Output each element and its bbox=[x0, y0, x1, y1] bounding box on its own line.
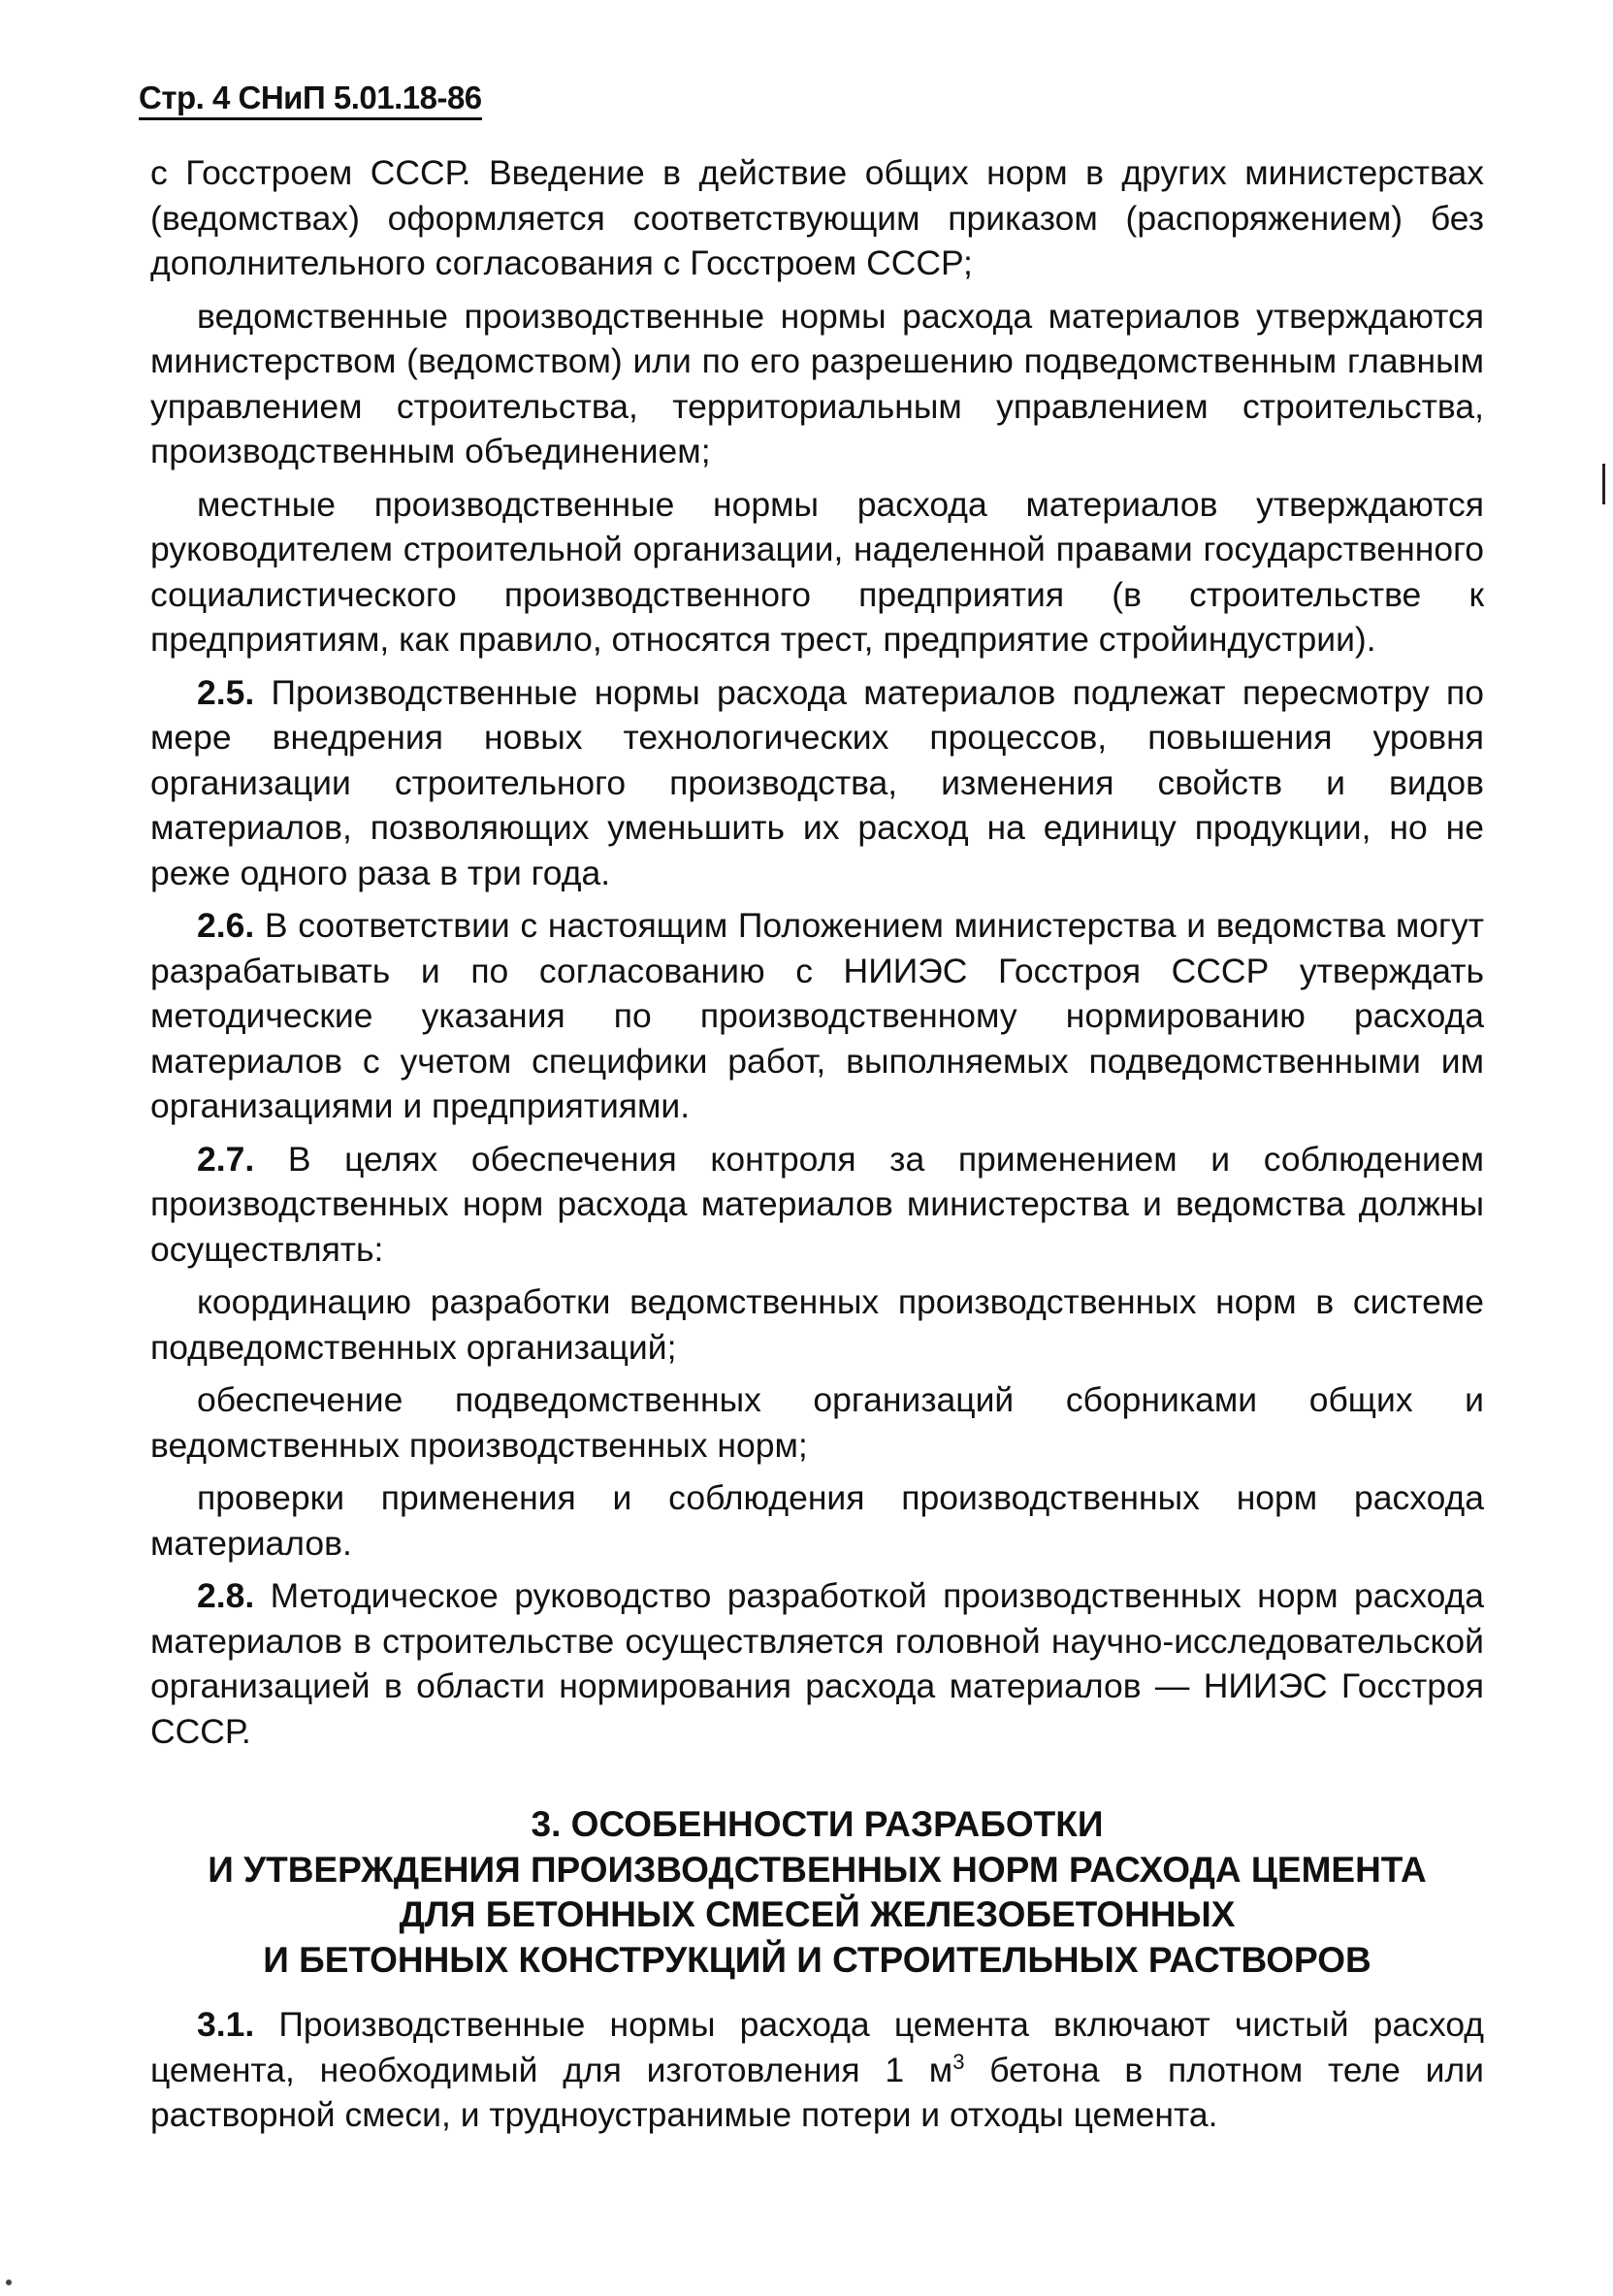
section-heading-line: ДЛЯ БЕТОННЫХ СМЕСЕЙ ЖЕЛЕЗОБЕТОННЫХ bbox=[399, 1894, 1236, 1934]
paragraph: проверки применения и соблюдения производственных норм расхода материалов. bbox=[150, 1478, 1484, 1563]
paragraph-3-1 bbox=[150, 2002, 1484, 2138]
paragraph: обеспечение подведомственных организаций сборниками общих и ведомственных производственных норм; bbox=[150, 1380, 1484, 1465]
paragraph-2-8 bbox=[150, 1573, 1484, 1754]
paragraph-2-6 bbox=[150, 903, 1484, 1129]
clause-number: 3.1. bbox=[197, 2005, 255, 2044]
page-header: Стр. 4 СНиП 5.01.18-86 bbox=[139, 80, 482, 120]
section-heading-line: И УТВЕРЖДЕНИЯ ПРОИЗВОДСТВЕННЫХ НОРМ РАСХОДА ЦЕМЕНТА bbox=[208, 1849, 1427, 1890]
paragraph: координацию разработки ведомственных производственных норм в системе подведомственных организаций; bbox=[150, 1282, 1484, 1367]
paragraph: местные производственные нормы расхода материалов утверждаются руководителем строительной организации, наделенной правами государственного социалистического производственного предприятия (в строительстве к предприятиям, как правило, относятся трест, предприятие стройиндустрии). bbox=[150, 484, 1484, 659]
superscript: 3 bbox=[952, 2049, 965, 2074]
section-body bbox=[150, 2002, 1484, 2138]
section-heading bbox=[150, 1802, 1484, 1983]
clause-text: Производственные нормы расхода цемента включают чистый расход цемента, необходимый для изготовления 1 м bbox=[150, 2005, 1484, 2089]
paragraph: с Госстроем СССР. Введение в действие общих норм в других министерствах (ведомствах) оформляется соответствующим приказом (распоряжением) без дополнительного согласования с Госстроем СССР; bbox=[150, 153, 1484, 282]
margin-mark bbox=[1602, 464, 1605, 504]
clause-text: В соответствии с настоящим Положением министерства и ведомства могут разрабатывать и по согласованию с НИИЭС Госстроя СССР утверждать методические указания по производственному нормированию расхода материалов с учетом специфики работ, выполняемых подведомственными им организациями и предприятиями. bbox=[150, 906, 1484, 1125]
clause-text: Производственные нормы расхода материалов подлежат пересмотру по мере внедрения новых технологических процессов, повышения уровня организации строительного производства, изменения свойств и видов материалов, позволяющих уменьшить их расход на единицу продукции, но не реже одного раза в три года. bbox=[150, 672, 1484, 892]
clause-text: бетона в плотном теле или растворной смеси, и трудноустранимые потери и отходы цемента. bbox=[150, 2050, 1485, 2134]
paragraph: ведомственные производственные нормы расхода материалов утверждаются министерством (ведомством) или по его разрешению подведомственным главным управлением строительства, территориальным управлением строительства, производственным объединением; bbox=[150, 296, 1484, 470]
paragraph-2-5 bbox=[150, 670, 1484, 896]
clause-number: 2.8. bbox=[197, 1576, 255, 1615]
clause-text: В целях обеспечения контроля за применением и соблюдением производственных норм расхода материалов министерства и ведомства должны осуществлять: bbox=[150, 1139, 1484, 1269]
paragraph-2-7 bbox=[150, 1137, 1484, 1273]
scan-speck bbox=[6, 2280, 12, 2285]
clause-number: 2.7. bbox=[197, 1139, 255, 1179]
section-heading-line: 3. ОСОБЕННОСТИ РАЗРАБОТКИ bbox=[531, 1804, 1104, 1844]
clause-number: 2.6. bbox=[197, 906, 255, 945]
section-heading-line: И БЕТОННЫХ КОНСТРУКЦИЙ И СТРОИТЕЛЬНЫХ РАСТВОРОВ bbox=[263, 1939, 1371, 1980]
clause-number: 2.5. bbox=[197, 672, 255, 712]
clause-text: Методическое руководство разработкой производственных норм расхода материалов в строительстве осуществляется головной научно-исследовательской организацией в области нормирования расхода материалов — НИИЭС Госстроя СССР. bbox=[150, 1576, 1484, 1751]
document-body bbox=[150, 150, 1484, 1754]
